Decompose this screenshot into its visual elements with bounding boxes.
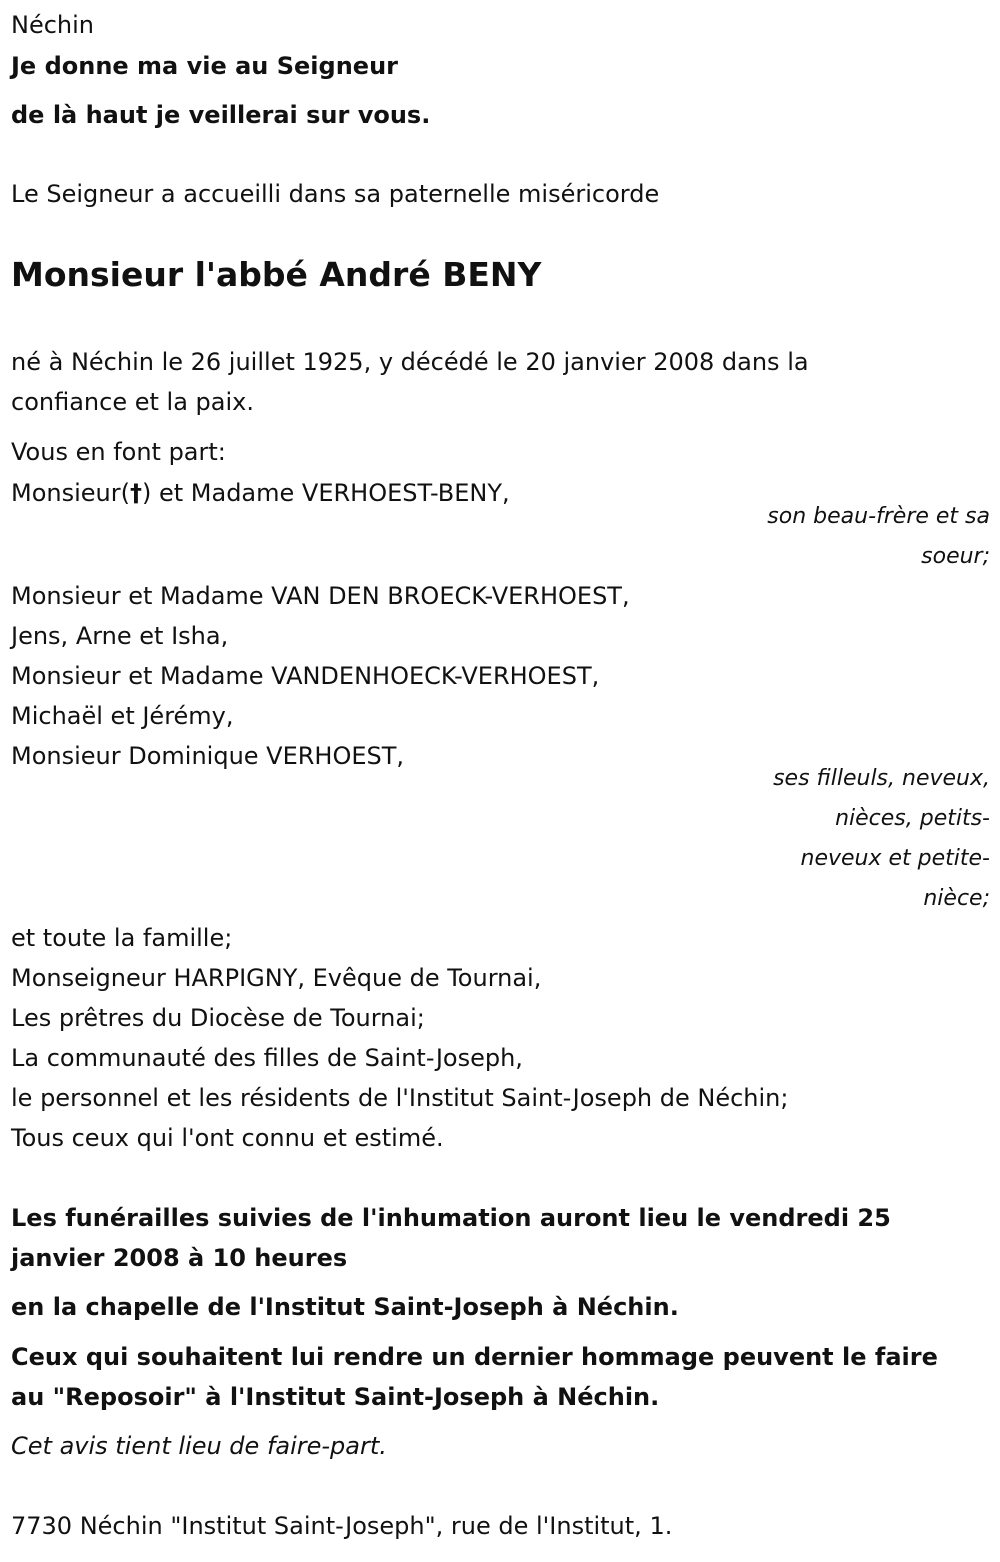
family-line-verhoest-beny — [11, 473, 510, 513]
birth-death-line-2: confiance et la paix. — [11, 388, 254, 416]
family-line: Michaël et Jérémy, — [11, 702, 234, 730]
family-line: Jens, Arne et Isha, — [11, 622, 229, 650]
verse-line-1: Je donne ma vie au Seigneur — [11, 52, 398, 80]
others-line: Monseigneur HARPIGNY, Evêque de Tournai, — [11, 964, 542, 992]
relation-line: neveux et petite- — [800, 846, 990, 871]
address-text: 7730 Néchin "Institut Saint-Joseph", rue de l'Institut, 1. — [11, 1512, 673, 1540]
relation-line: ses filleuls, neveux, — [773, 766, 990, 791]
family-line-part: ) et Madame VERHOEST-BENY, — [141, 479, 510, 507]
announce-text: Vous en font part: — [11, 438, 226, 466]
intro-text: Le Seigneur a accueilli dans sa paternelle miséricorde — [11, 180, 660, 208]
relation-line: son beau-frère et sa — [767, 504, 990, 529]
notice-text: Cet avis tient lieu de faire-part. — [11, 1432, 387, 1460]
family-line: Monsieur et Madame VANDENHOECK-VERHOEST, — [11, 662, 600, 690]
funeral-line: Ceux qui souhaitent lui rendre un dernier hommage peuvent le faire — [11, 1343, 938, 1371]
cross-icon: † — [129, 479, 142, 507]
funeral-line: au "Reposoir" à l'Institut Saint-Joseph à Néchin. — [11, 1383, 660, 1411]
birth-death-line-1: né à Néchin le 26 juillet 1925, y décédé le 20 janvier 2008 dans la — [11, 348, 809, 376]
funeral-line: en la chapelle de l'Institut Saint-Joseph à Néchin. — [11, 1293, 679, 1321]
others-line: La communauté des filles de Saint-Joseph, — [11, 1044, 523, 1072]
verse-line-2: de là haut je veillerai sur vous. — [11, 101, 431, 129]
others-line: Tous ceux qui l'ont connu et estimé. — [11, 1124, 444, 1152]
family-line: Monsieur Dominique VERHOEST, — [11, 742, 405, 770]
family-line: Monsieur et Madame VAN DEN BROECK-VERHOEST, — [11, 582, 630, 610]
funeral-line: Les funérailles suivies de l'inhumation auront lieu le vendredi 25 — [11, 1204, 891, 1232]
relation-line: nièce; — [923, 886, 990, 911]
others-line: et toute la famille; — [11, 924, 233, 952]
others-line: le personnel et les résidents de l'Institut Saint-Joseph de Néchin; — [11, 1084, 789, 1112]
place-header: Néchin — [11, 11, 95, 39]
relation-line: soeur; — [921, 544, 990, 569]
deceased-name: Monsieur l'abbé André BENY — [11, 255, 542, 294]
relation-line: nièces, petits- — [835, 806, 990, 831]
family-line-part: Monsieur( — [11, 479, 130, 507]
others-line: Les prêtres du Diocèse de Tournai; — [11, 1004, 425, 1032]
funeral-line: janvier 2008 à 10 heures — [11, 1244, 348, 1272]
